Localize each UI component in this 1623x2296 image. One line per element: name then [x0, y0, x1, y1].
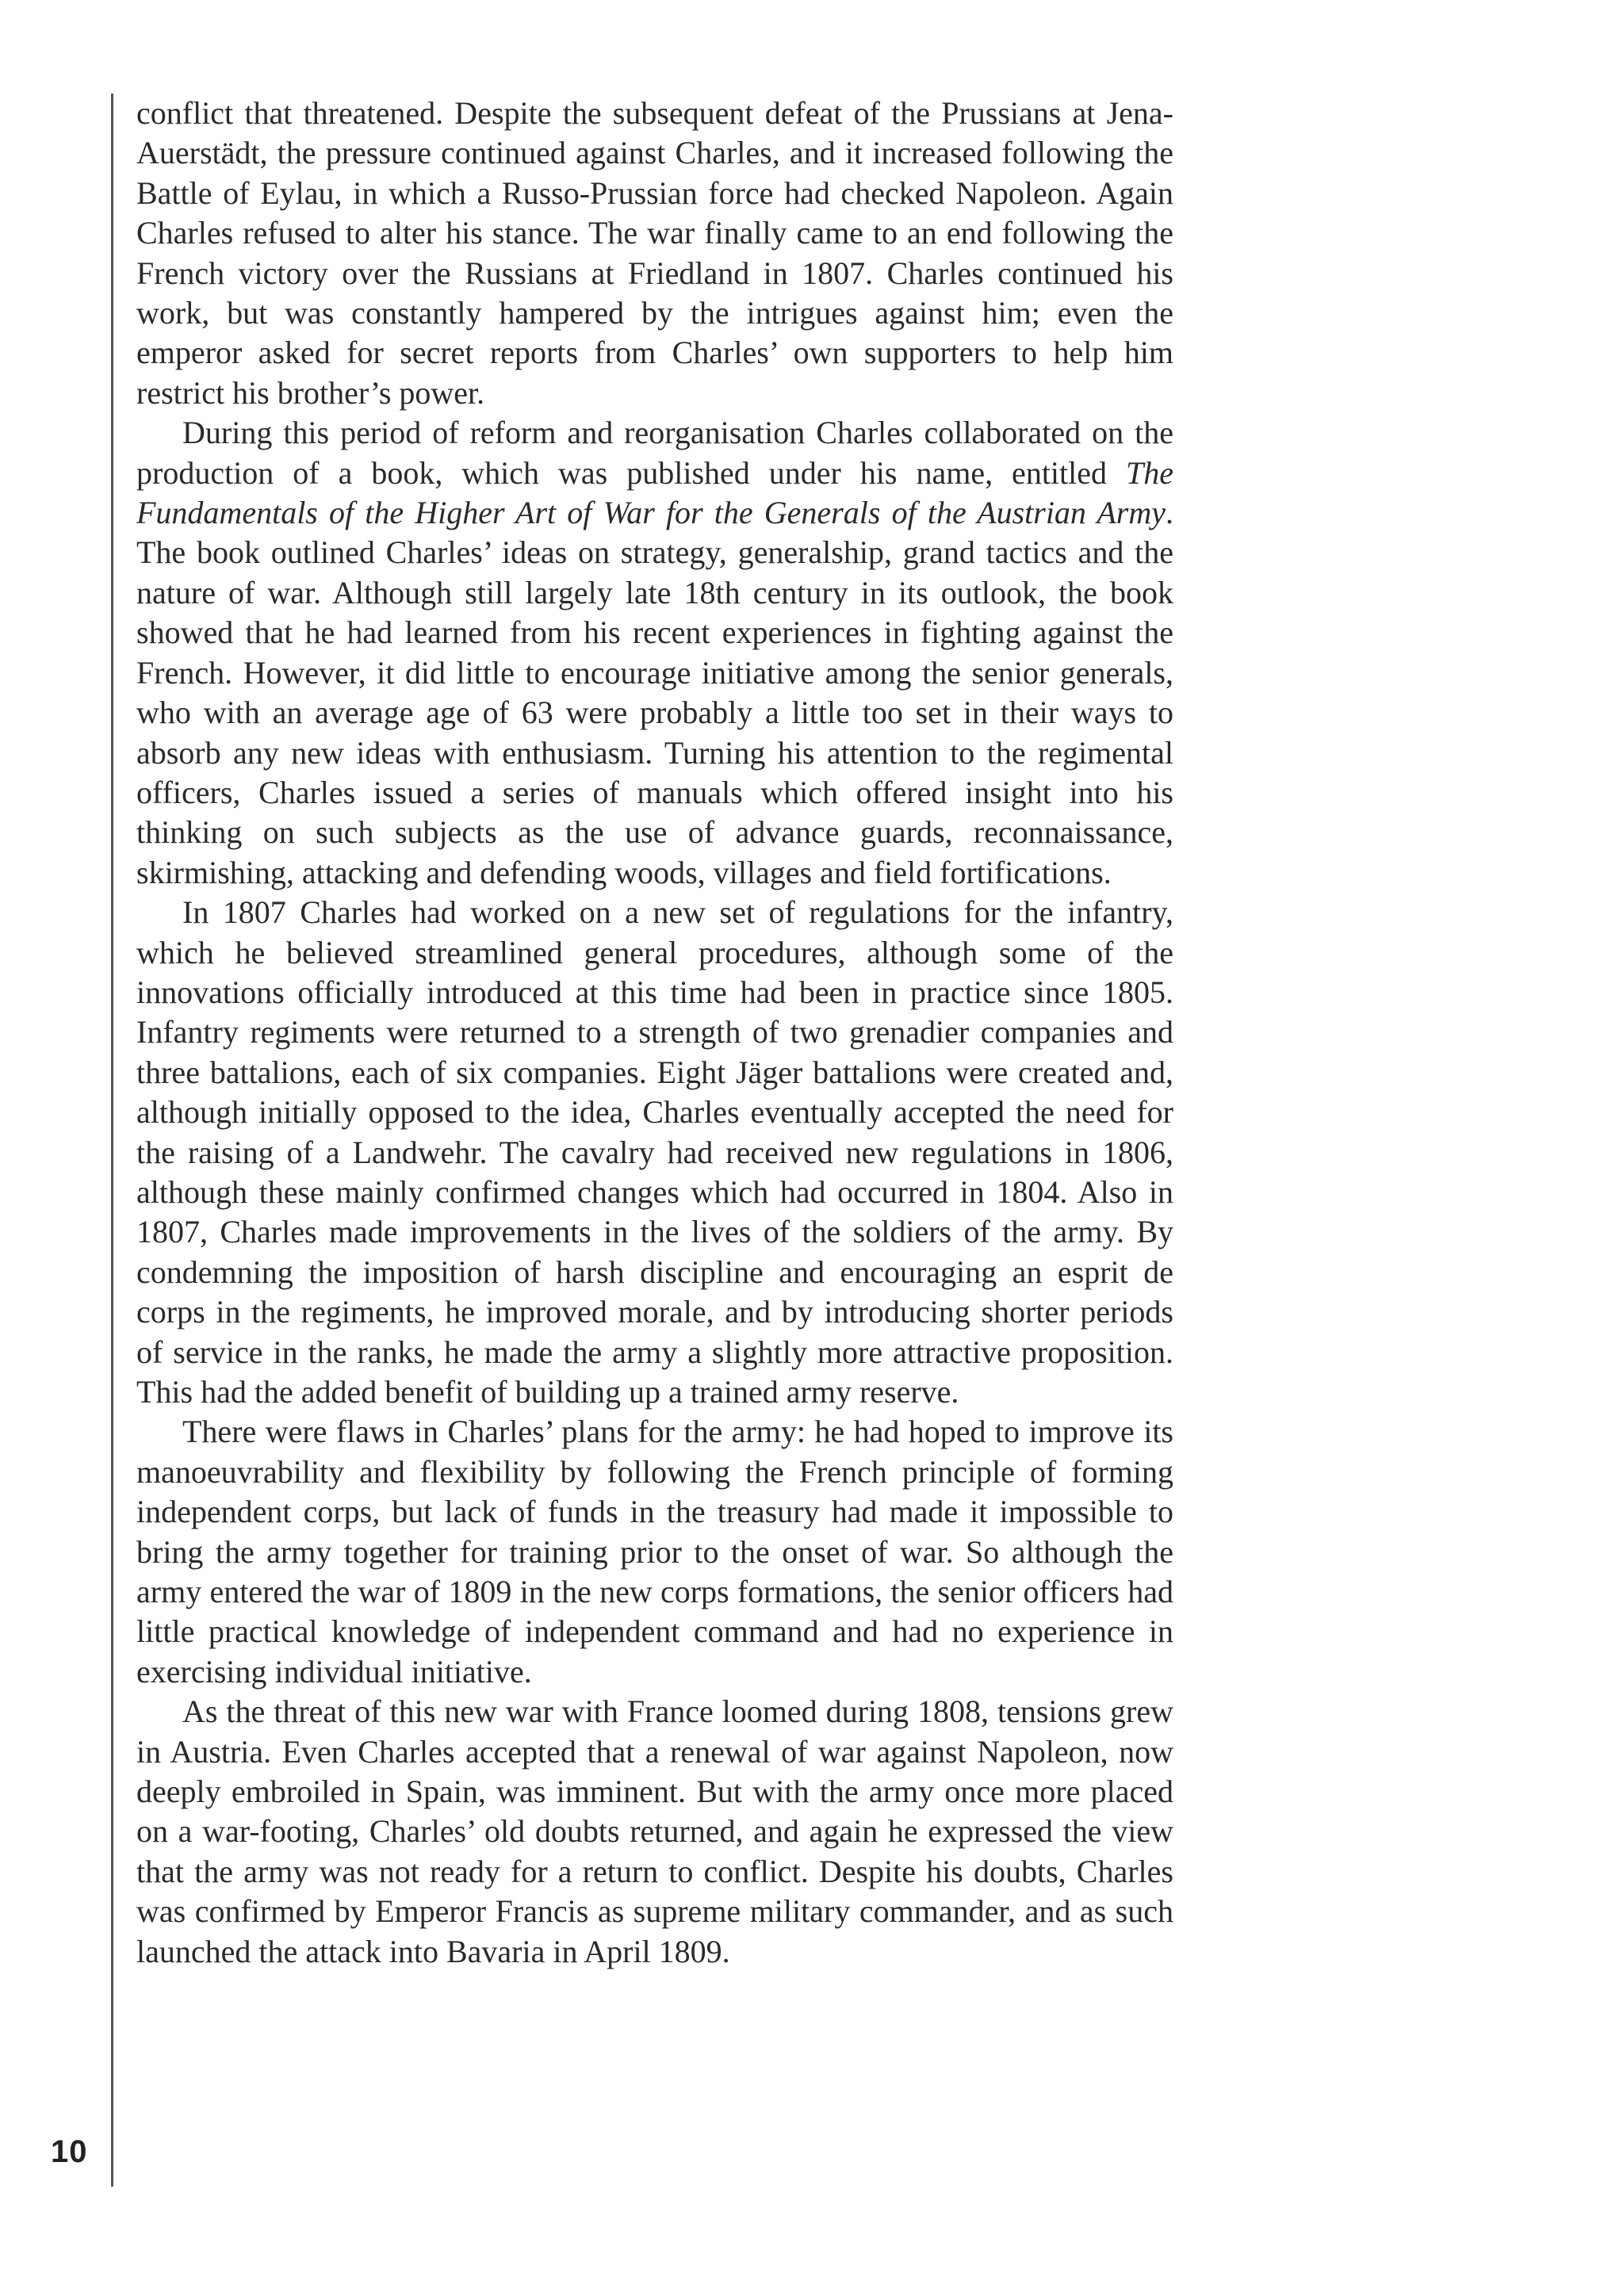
margin-rule — [111, 94, 113, 2187]
book-title: The Fundamentals of the Higher Art of War for the Generals of the Austrian Army — [136, 454, 1173, 531]
body-text-column — [136, 94, 1173, 1972]
paragraph-5: As the threat of this new war with France loomed during 1808, tensions grew in Austria. Even Charles accepted that a renewal of war against Napoleon, now deeply embroiled in Spain, was imminent. But with the army once more placed on a war-footing, Charles’ old doubts returned, and again he expressed the view that the army was not ready for a return to conflict. Despite his doubts, Charles was confirmed by Emperor Francis as supreme military commander, and as such launched the attack into Bavaria in April 1809. — [136, 1693, 1173, 1969]
paragraph-2-lead: During this period of reform and reorganisation Charles collaborated on the production of a book, which was published under his name, entitled — [136, 415, 1173, 491]
paragraph-1: conflict that threatened. Despite the subsequent defeat of the Prussians at Jena-Auerstädt, the pressure continued against Charles, and it increased following the Battle of Eylau, in which a Russo-Prussian force had checked Napoleon. Again Charles refused to alter his stance. The war finally came to an end following the French victory over the Russians at Friedland in 1807. Charles continued his work, but was constantly hampered by the intrigues against him; even the emperor asked for secret reports from Charles’ own supporters to help him restrict his brother’s power. — [136, 95, 1173, 411]
paragraph-3: In 1807 Charles had worked on a new set of regulations for the infantry, which he believed streamlined general procedures, although some of the innovations officially introduced at this time had been in practice since 1805. Infantry regiments were returned to a strength of two grenadier companies and three battalions, each of six companies. Eight Jäger battalions were created and, although initially opposed to the idea, Charles eventually accepted the need for the raising of a Landwehr. The cavalry had received new regulations in 1806, although these mainly confirmed changes which had occurred in 1804. Also in 1807, Charles made improvements in the lives of the soldiers of the army. By condemning the imposition of harsh discipline and encouraging an esprit de corps in the regiments, he improved morale, and by introducing shorter periods of service in the ranks, he made the army a slightly more attractive proposition. This had the added benefit of building up a trained army reserve. — [136, 894, 1173, 1410]
paragraph-4: There were flaws in Charles’ plans for the army: he had hoped to improve its manoeuvrability and flexibility by following the French principle of forming independent corps, but lack of funds in the treasury had made it impossible to bring the army together for training prior to the onset of war. So although the army entered the war of 1809 in the new corps formations, the senior officers had little practical knowledge of independent command and had no experience in exercising individual initiative. — [136, 1414, 1173, 1689]
paragraph-2 — [136, 413, 1173, 893]
page-number: 10 — [51, 2134, 88, 2169]
paragraph-2-rest: . The book outlined Charles’ ideas on strategy, generalship, grand tactics and the nature of war. Although still largely late 18th century in its outlook, the book showed that he had learned from his recent experiences in fighting against the French. However, it did little to encourage initiative among the senior generals, who with an average age of 63 were probably a little too set in their ways to absorb any new ideas with enthusiasm. Turning his attention to the regimental officers, Charles issued a series of manuals which offered insight into his thinking on such subjects as the use of advance guards, reconnaissance, skirmishing, attacking and defending woods, villages and field fortifications. — [136, 495, 1173, 890]
